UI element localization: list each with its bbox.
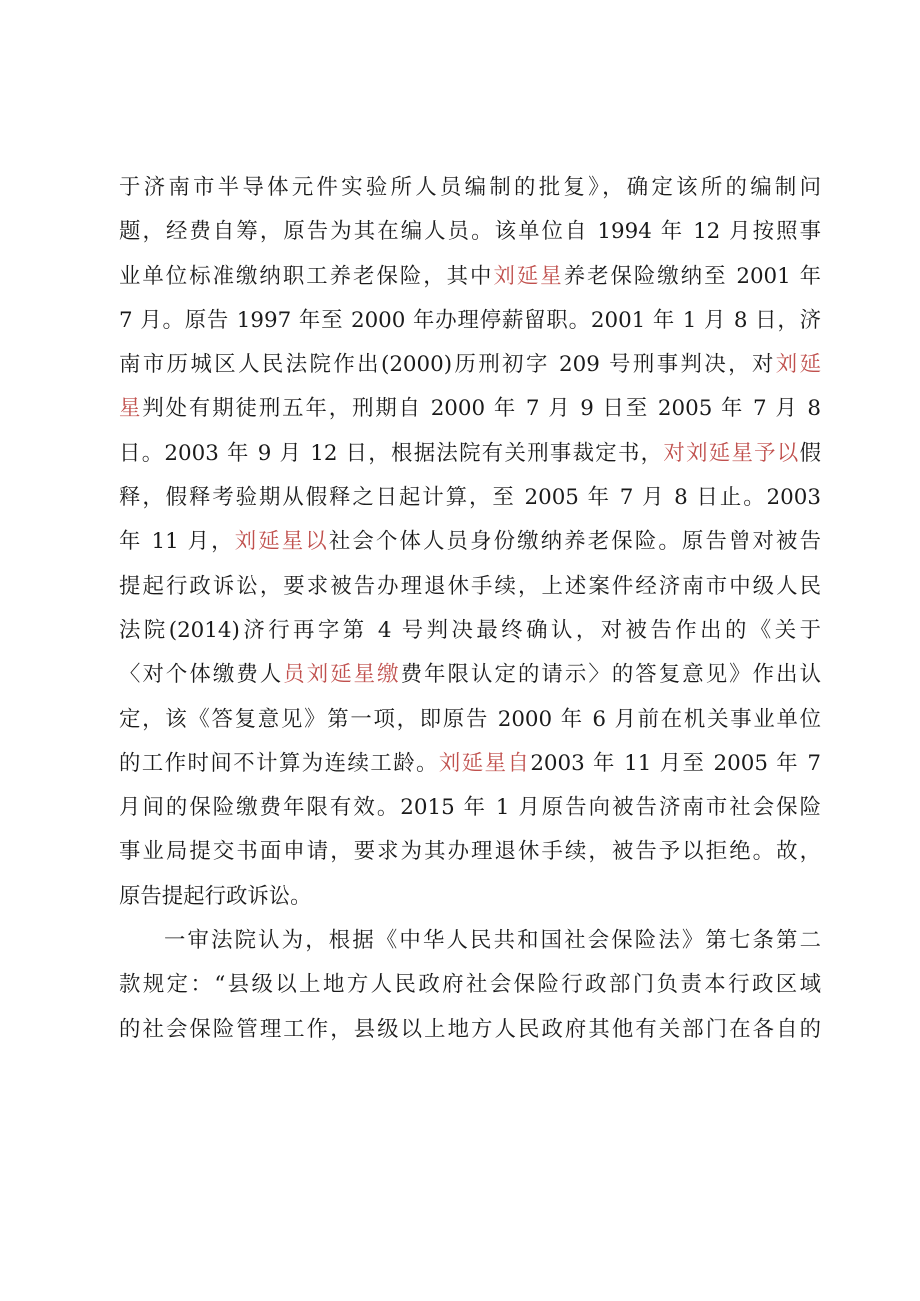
- text-segment: 〈对个体缴费人: [119, 662, 284, 688]
- text-segment: 释，假释考验期从假释之日起计算，至 2005 年 7 月 8 日止。2003: [119, 485, 821, 511]
- text-line: [119, 387, 821, 431]
- text-segment: 的工作时间不计算为连续工龄。: [119, 750, 439, 776]
- text-line: [119, 520, 821, 564]
- text-segment: 社会个体人员身份缴纳养老保险。原告曾对被告: [328, 529, 821, 555]
- text-segment: 一审法院认为，根据《中华人民共和国社会保险法》第七条第二: [164, 928, 821, 954]
- text-line: [119, 919, 821, 963]
- text-line: [119, 1008, 821, 1052]
- text-segment: 原告提起行政诉讼。: [119, 883, 312, 909]
- text-line: [119, 166, 821, 210]
- text-line: [119, 255, 821, 299]
- text-line: [119, 963, 821, 1007]
- text-line: [119, 476, 821, 520]
- text-segment: 款规定：“县级以上地方人民政府社会保险行政部门负责本行政区域: [119, 972, 821, 998]
- highlighted-name: 员刘延星缴: [283, 662, 401, 688]
- text-segment: 定，该《答复意见》第一项，即原告 2000 年 6 月前在机关事业单位: [119, 706, 821, 732]
- highlighted-name: 刘延: [775, 352, 821, 378]
- text-segment: 日。2003 年 9 月 12 日，根据法院有关刑事裁定书，: [119, 440, 664, 466]
- text-segment: 2003 年 11 月至 2005 年 7: [530, 750, 821, 776]
- text-line: [119, 432, 821, 476]
- text-line: [119, 609, 821, 653]
- paragraph: [119, 919, 821, 1052]
- text-segment: 养老保险缴纳至 2001 年: [563, 263, 821, 289]
- text-line: [119, 565, 821, 609]
- text-segment: 的社会保险管理工作，县级以上地方人民政府其他有关部门在各自的: [119, 1016, 821, 1042]
- text-line: [119, 786, 821, 830]
- highlighted-name: 对刘延星予以: [663, 440, 800, 466]
- text-line: [119, 210, 821, 254]
- highlighted-name: 星: [119, 396, 143, 422]
- highlighted-name: 刘延星自: [438, 750, 531, 776]
- text-segment: 法院(2014)济行再字第 4 号判决最终确认，对被告作出的《关于: [119, 617, 821, 643]
- text-line: [119, 343, 821, 387]
- highlighted-name: 刘延星: [493, 263, 564, 289]
- text-segment: 于济南市半导体元件实验所人员编制的批复》，确定该所的编制问: [119, 175, 821, 200]
- text-line: [119, 698, 821, 742]
- text-segment: 费年限认定的请示〉的答复意见》作出认: [400, 662, 821, 688]
- text-line: [119, 875, 821, 919]
- text-segment: 7 月。原告 1997 年至 2000 年办理停薪留职。2001 年 1 月 8 日，济: [119, 307, 821, 333]
- text-segment: 题，经费自筹，原告为其在编人员。该单位自 1994 年 12 月按照事: [119, 219, 821, 245]
- text-segment: 业单位标准缴纳职工养老保险，其中: [119, 263, 494, 289]
- text-segment: 假: [799, 440, 821, 466]
- text-segment: 提起行政诉讼，要求被告办理退休手续，上述案件经济南市中级人民: [119, 573, 821, 599]
- text-segment: 月间的保险缴费年限有效。2015 年 1 月原告向被告济南市社会保险: [119, 795, 821, 821]
- text-line: [119, 830, 821, 874]
- paragraph: [119, 166, 821, 919]
- text-line: [119, 742, 821, 786]
- text-line: [119, 653, 821, 697]
- highlighted-name: 刘延星以: [234, 529, 329, 555]
- text-segment: 事业局提交书面申请，要求为其办理退休手续，被告予以拒绝。故，: [119, 839, 821, 865]
- document-page: [119, 166, 821, 1052]
- text-segment: 南市历城区人民法院作出(2000)历刑初字 209 号刑事判决，对: [119, 352, 776, 378]
- text-segment: 年 11 月，: [119, 529, 235, 555]
- text-line: [119, 299, 821, 343]
- text-segment: 判处有期徒刑五年，刑期自 2000 年 7 月 9 日至 2005 年 7 月 8: [142, 396, 821, 422]
